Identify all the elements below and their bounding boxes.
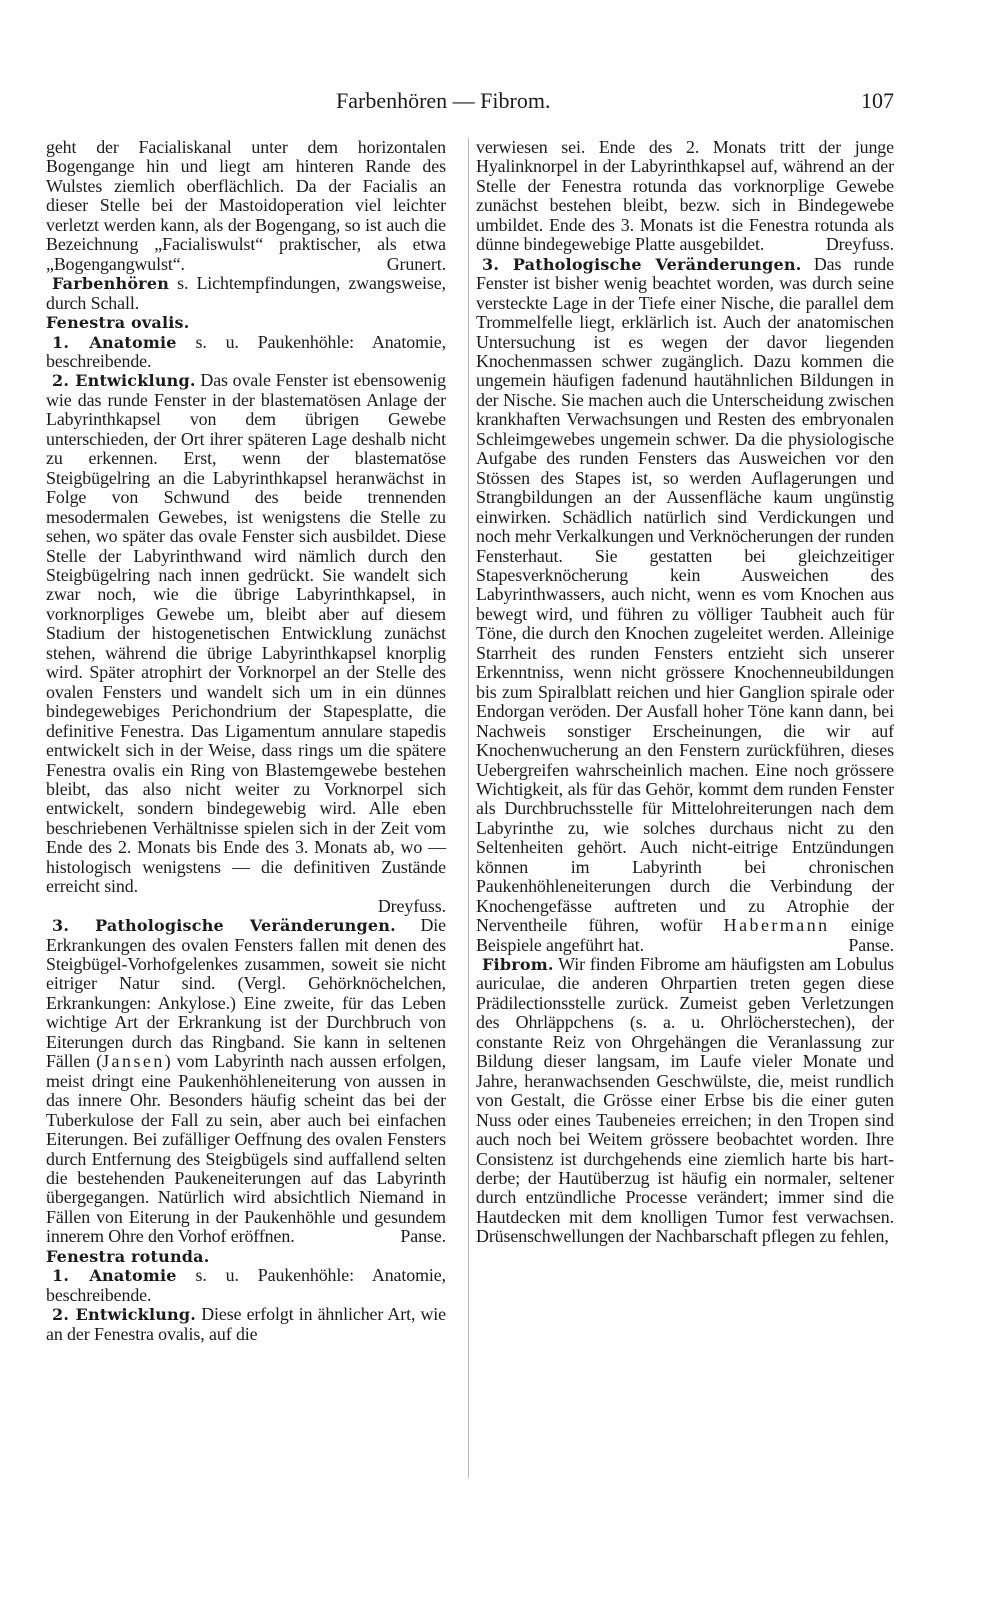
subsection-heading: 2. Entwicklung. — [52, 1305, 197, 1325]
entry-heading: Farbenhören — [52, 274, 170, 294]
entry-farbenhoeren — [46, 274, 446, 313]
entry-heading: Fenestra rotunda. — [46, 1246, 210, 1266]
paragraph-text: geht der Facialiskanal unter dem horizontalen Bogengange hin und liegt am hinteren Rande des Wulstes ziemlich oberflächlich. Da der Facialis an dieser Stelle bei der Mastoidoperation viel leichter verletzt werden kann, als der Bogengang, so ist auch die Bezeichnung „Facialiswulst“ praktischer, als etwa „Bogengangwulst“. — [46, 137, 446, 274]
entry-heading: Fibrom. — [482, 955, 554, 975]
entry-heading: Fenestra ovalis. — [46, 313, 190, 333]
author-name: Jansen — [102, 1051, 165, 1072]
subsection-text: Die Erkrankungen des ovalen Fensters fallen mit denen des Steigbügel-Vorhofgelenkes zusammen, soweit sie nicht eitriger Natur sind. (Vergl. Gehörknöchelchen, Erkrankungen: Ankylose.) Eine zweite, für das Leben wichtige Art der Erkrankung ist der Durchbruch von Eiterungen durch das Ringband. Sie kann in seltenen Fällen ( — [46, 915, 446, 1072]
subsection-heading: 3. Pathologische Veränderungen. — [52, 916, 396, 936]
column-divider — [468, 138, 469, 1478]
subsection-text: s. u. Paukenhöhle: Anatomie, beschreibende. — [46, 331, 446, 371]
page-number: 107 — [861, 88, 894, 113]
entry-text: Wir finden Fibrome am häufigsten am Lobulus auriculae, die anderen Ohrpartien treten gegen diese Prädilectionsstelle zurück. Zumeist geben Verletzungen des Ohrläppchens (s. a. u. Ohrlöcherstechen), der constante Reiz von Ohrgehängen die Veranlassung zur Bildung dieser langsam, im Laufe vieler Monate und Jahre, heranwachsenden Geschwülste, die, meist rundlich von Gestalt, die Grösse einer Erbse bis die einer guten Nuss oder eines Taubeneies erreichen; in den Tropen sind auch noch bei Weitem grössere beobachtet worden. Ihre Consistenz ist durchgehends eine ziemlich harte bis hart-derbe; der Hautüberzug ist häufig ein normaler, seltener durch entzündliche Processe verändert; immer sind die Hautdecken mit dem knolligen Tumor fest verwachsen. Drüsenschwellungen der Nachbarschaft pflegen zu fehlen, — [476, 954, 894, 1247]
entry-fenestra-ovalis — [46, 313, 446, 332]
paragraph-text: verwiesen sei. Ende des 2. Monats tritt der junge Hyalinknorpel in der Labyrinthkapsel auf, während an der Stelle der Fenestra rotunda das vorknorplige Gewebe zunächst bestehen bleibt, bezw. sich in Bindegewebe umbildet. Ende des 3. Monats ist die Fenestra rotunda als dünne bindegewebige Platte ausgebildet. — [476, 137, 894, 255]
subsection-heading: 1. Anatomie — [52, 1266, 177, 1286]
paragraph — [476, 138, 894, 255]
author-signature: Panse. — [400, 1226, 446, 1247]
author-name: Habermann — [723, 915, 830, 936]
subsection-heading: 1. Anatomie — [52, 332, 177, 352]
subsection-text: ) vom Labyrinth nach aussen erfolgen, meist dringt eine Paukenhöhleneiterung von aussen in das innere Ohr. Besonders häufig scheint das bei der Tuberkulose der Fall zu sein, aber auch bei einfachen Eiterungen. Bei zufälliger Oeffnung des ovalen Fensters durch Entfernung des Steigbügels sind auffallend selten die bestehenden Paukeneiterungen auf das Labyrinth übergegangen. Natürlich wird absichtlich Niemand in Fällen von Eiterung in der Paukenhöhle und gesundem innerem Ohre den Vorhof eröffnen. — [46, 1051, 446, 1247]
subsection-entwicklung — [46, 1305, 446, 1344]
subsection-text: Das runde Fenster ist bisher wenig beachtet worden, was durch seine versteckte Lage in der Tiefe einer Nische, die parallel dem Trommelfelle liegt, erklärlich ist. Auch der anatomischen Untersuchung ist es wegen der davor liegenden Knochenmassen schwer zugänglich. Dazu kommen die ungemein häufigen fadenund hautähnlichen Bildungen in der Nische. Sie machen auch die Unterscheidung zwischen krankhaften Verwachsungen und Resten des embryonalen Schleimgewebes ungemein schwer. Da die physiologische Aufgabe des runden Fensters das Ausweichen vor den Stössen des Stapes ist, so werden Auflagerungen und Strangbildungen an der Aussenfläche kaum ungünstig einwirken. Schädlich natürlich sind Verdickungen und noch mehr Verkalkungen und Verknöcherungen der runden Fensterhaut. Sie gestatten bei gleichzeitiger Stapesverknöcherung kein Ausweichen des Labyrinthwassers, auch nicht, wenn es vom Knochen aus bewegt wird, und führen zu völliger Taubheit auch für Töne, die durch den Knochen zugeleitet werden. Alleinige Starrheit des runden Fensters entzieht sich unserer Erkenntniss, wenn nicht grössere Knochenneubildungen bis zum Spiralblatt reichen und hier Ganglion spirale oder Endorgan veröden. Der Ausfall hoher Töne kann dann, bei Nachweis sonstiger Erscheinungen, die wir auf Knochenwucherung an den Fenstern zurückführen, dieses Uebergreifen wahrscheinlich machen. Eine noch grössere Wichtigkeit, als für das Gehör, kommt dem runden Fenster als Durchbruchsstelle für Mittelohreiterungen nach dem Labyrinthe zu, wie solches durchaus nicht zu den Seltenheiten gehört. Auch nicht-eitrige Entzündungen können im Labyrinth bei chronischen Paukenhöhleneiterungen durch die Verbindung der Knochengefässe auftreten und zu Atrophie der Nerventheile führen, wofür — [476, 253, 894, 936]
subsection-text: einige Beispiele angeführt hat. — [476, 915, 894, 955]
subsection-entwicklung — [46, 371, 446, 916]
paragraph — [46, 138, 446, 274]
subsection-pathologie — [476, 255, 894, 955]
author-signature: Grunert. — [386, 253, 446, 274]
entry-text: s. Lichtempfindungen, zwangsweise, durch Schall. — [46, 273, 446, 313]
subsection-text: Diese erfolgt in ähnlicher Art, wie an der Fenestra ovalis, auf die — [46, 1304, 447, 1344]
subsection-heading: 3. Pathologische Veränderungen. — [482, 254, 802, 274]
subsection-anatomie — [46, 1266, 446, 1305]
author-signature: Dreyfuss. — [377, 895, 446, 916]
left-column — [46, 138, 446, 1344]
entry-fibrom — [476, 955, 894, 1247]
subsection-pathologie — [46, 916, 446, 1247]
author-signature: Dreyfuss. — [825, 234, 894, 255]
page-header — [46, 88, 894, 118]
right-column — [476, 138, 894, 1247]
author-signature: Panse. — [848, 934, 894, 955]
running-title: Farbenhören — Fibrom. — [336, 88, 551, 113]
entry-fenestra-rotunda — [46, 1247, 446, 1266]
subsection-text: Das ovale Fenster ist ebensowenig wie das runde Fenster in der blastematösen Anlage der Labyrinthkapsel von dem übrigen Gewebe unterschieden, der Ort ihrer späteren Lage deshalb nicht zu erkennen. Erst, wenn der blastematöse Steigbügelring an die Labyrinthkapsel heranwächst in Folge von Schwund des beide trennenden mesodermalen Gewebes, ist wenigstens die Stelle zu sehen, wo später das ovale Fenster sich ausbildet. Diese Stelle der Labyrinthwand wird nämlich durch den Steigbügelring nach innen gedrückt. Sie wandelt sich zwar noch, wie die übrige Labyrinthkapsel, in vorknorpliges Gewebe um, bleibt aber auf diesem Stadium der histogenetischen Entwicklung zunächst stehen, während die übrige Labyrinthkapsel knorplig wird. Später atrophirt der Vorknorpel an der Stelle des ovalen Fensters und wandelt sich um in ein dünnes bindegewebiges Perichondrium der Stapesplatte, die definitive Fenestra. Das Ligamentum annulare stapedis entwickelt sich in der Weise, dass rings um die spätere Fenestra ovalis ein Ring von Blastemgewebe bestehen bleibt, das also nicht weiter zu Vorknorpel sich entwickelt, sondern bindegewebig wird. Alle eben beschriebenen Verhältnisse spielen sich in der Zeit vom Ende des 2. Monats bis Ende des 3. Monats ab, wo — histologisch wenigstens — die definitiven Zustände erreicht sind. — [46, 370, 446, 897]
subsection-anatomie — [46, 333, 446, 372]
subsection-heading: 2. Entwicklung. — [52, 371, 196, 391]
subsection-text: s. u. Paukenhöhle: Anatomie, beschreibende. — [46, 1265, 446, 1305]
